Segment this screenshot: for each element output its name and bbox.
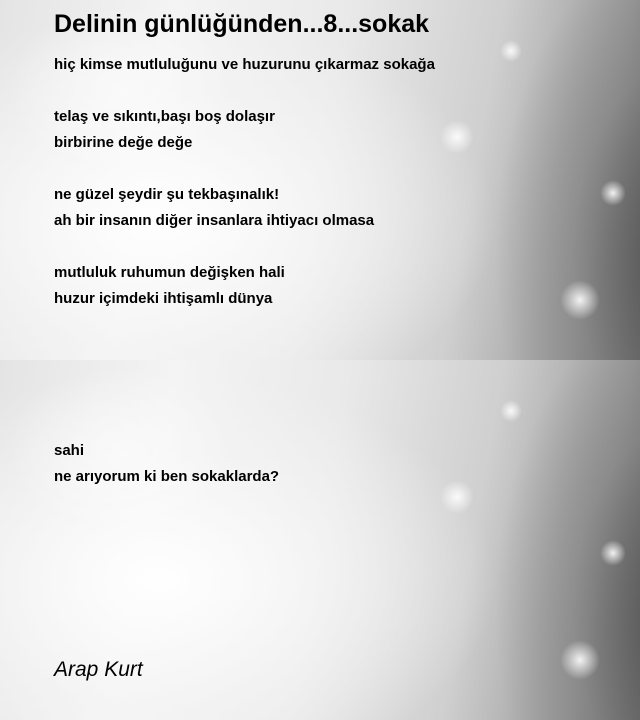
- bokeh-light: [600, 180, 626, 206]
- bokeh-light: [600, 540, 626, 566]
- bokeh-light: [560, 280, 600, 320]
- poem-line: ne arıyorum ki ben sokaklarda?: [54, 468, 280, 485]
- bokeh-light: [500, 40, 522, 62]
- poem-line: mutluluk ruhumun değişken hali: [54, 264, 285, 281]
- bokeh-light: [440, 480, 474, 514]
- poem-line: ne güzel şeydir şu tekbaşınalık!: [54, 186, 280, 203]
- bokeh-light: [440, 120, 474, 154]
- poem-line: telaş ve sıkıntı,başı boş dolaşır: [54, 108, 275, 125]
- poem-line: hiç kimse mutluluğunu ve huzurunu çıkarmaz sokağa: [54, 56, 435, 73]
- poem-line: sahi: [54, 442, 85, 459]
- poem-line: ah bir insanın diğer insanlara ihtiyacı olmasa: [54, 212, 375, 229]
- poem-line: birbirine değe değe: [54, 134, 193, 151]
- poem-title: Delinin günlüğünden...8...sokak: [54, 10, 430, 38]
- bokeh-light: [560, 640, 600, 680]
- author-name: Arap Kurt: [54, 658, 143, 681]
- poem-card-bottom: [0, 360, 640, 720]
- poem-line: huzur içimdeki ihtişamlı dünya: [54, 290, 273, 307]
- bokeh-light: [500, 400, 522, 422]
